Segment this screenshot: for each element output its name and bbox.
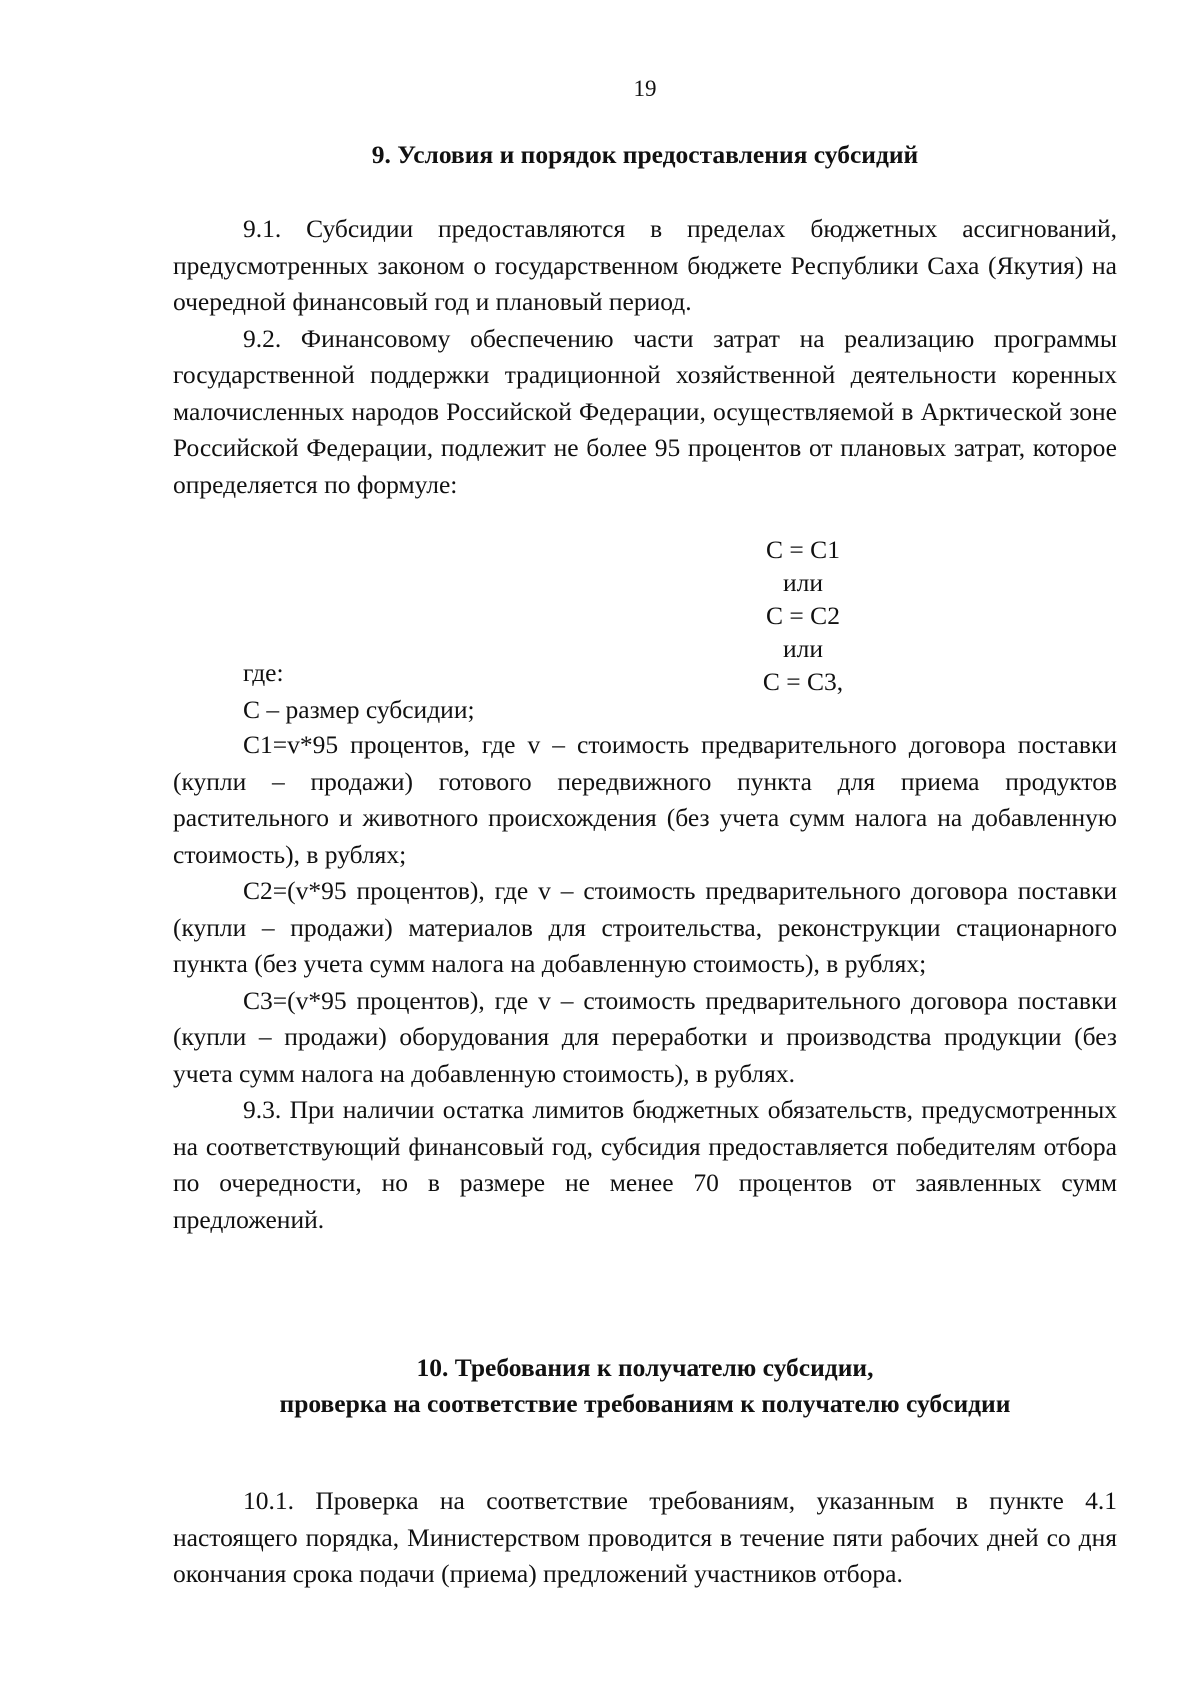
paragraph-9-1: 9.1. Субсидии предоставляются в пределах бюджетных ассигнований, предусмотренных законом о государственном бюджете Республики Саха (Якутия) на очередной финансовый год и плановый период.	[173, 214, 1117, 316]
where-label: где:	[243, 658, 284, 687]
section-9-body-top	[173, 211, 1117, 503]
c3-definition: C3=(v*95 процентов), где v – стоимость предварительного договора поставки (купли – продажи) оборудования для переработки и производства продукции (без учета сумм налога на добавленную стоимость), в рублях.	[173, 985, 1117, 1088]
paragraph-10-1: 10.1. Проверка на соответствие требованиям, указанным в пункте 4.1 настоящего порядка, Министерством проводится в течение пяти рабочих дней со дня окончания срока подачи (приема) предложений участников отбора.	[173, 1486, 1117, 1588]
formula-line-3: C = C3,	[762, 667, 844, 696]
section-10-title-line-1: 10. Требования к получателю субсидии,	[416, 1353, 874, 1382]
formula-or-2: или	[782, 634, 824, 663]
section-10-title-line-2: проверка на соответствие требованиям к получателю субсидии	[279, 1389, 1011, 1418]
section-10-title	[173, 1350, 1117, 1422]
paragraph-9-2: 9.2. Финансовому обеспечению части затрат на реализацию программы государственной поддержки традиционной хозяйственной деятельности коренных малочисленных народов Российской Федерации, осуществляемой в Арктической зоне Российской Федерации, подлежит не более 95 процентов от плановых затрат, которое определяется по формуле:	[173, 323, 1117, 499]
section-9-body-bottom	[173, 727, 1117, 1238]
page-number: 19	[633, 76, 657, 101]
section-9-title: 9. Условия и порядок предоставления субсидий	[371, 140, 919, 169]
formula-line-2: C = C2	[766, 601, 840, 630]
section-10-body	[173, 1483, 1117, 1593]
formula-or-1: или	[782, 568, 824, 597]
paragraph-9-3: 9.3. При наличии остатка лимитов бюджетных обязательств, предусмотренных на соответствующий финансовый год, субсидия предоставляется победителям отбора по очередности, но в размере не менее 70 процентов от заявленных сумм предложений.	[173, 1095, 1117, 1234]
formula-line-1: C = C1	[766, 535, 840, 564]
c-definition: C – размер субсидии;	[243, 694, 475, 724]
c2-definition: C2=(v*95 процентов), где v – стоимость предварительного договора поставки (купли – продажи) материалов для строительства, реконструкции стационарного пункта (без учета сумм налога на добавленную стоимость), в рублях;	[173, 876, 1117, 978]
c1-definition: C1=v*95 процентов, где v – стоимость предварительного договора поставки (купли – продажи) готового передвижного пункта для приема продуктов растительного и животного происхождения (без учета сумм налога на добавленную стоимость), в рублях;	[173, 730, 1117, 869]
formula-legend	[173, 655, 1117, 728]
